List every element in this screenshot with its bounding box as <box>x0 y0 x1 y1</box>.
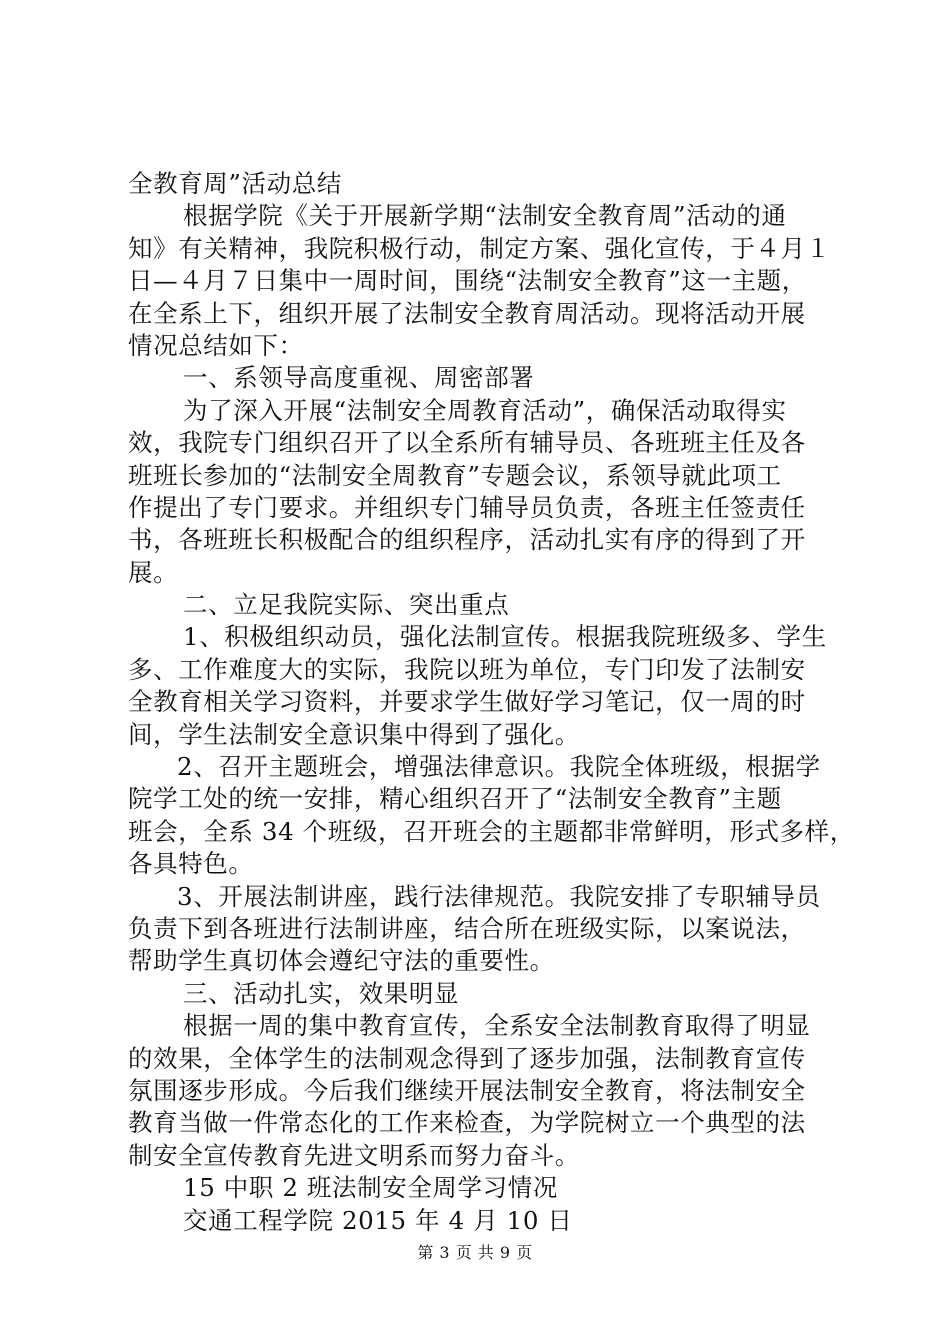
text-line: 日—４月７日集中一周时间，围绕“法制安全教育”这一主题， <box>128 266 807 296</box>
text-line: 知》有关精神，我院积极行动，制定方案、强化宣传，于４月１ <box>128 233 831 263</box>
text-line: 制安全宣传教育先进文明系而努力奋斗。 <box>128 1140 580 1170</box>
signature-class: 15 中职 2 班法制安全周学习情况 <box>183 1173 558 1203</box>
section-heading-1: 一、系领导高度重视、周密部署 <box>183 363 535 393</box>
text-line: 的效果，全体学生的法制观念得到了逐步加强，法制教育宣传 <box>128 1043 806 1073</box>
text-line: 班会，全系 34 个班级，召开班会的主题都非常鲜明，形式多样， <box>128 816 855 846</box>
text-line: 作提出了专门要求。并组织专门辅导员负责，各班主任签责任 <box>128 492 806 522</box>
text-line: 各具特色。 <box>128 849 254 879</box>
text-line: 根据一周的集中教育宣传，全系安全法制教育取得了明显 <box>183 1011 811 1041</box>
text-line: 帮助学生真切体会遵纪守法的重要性。 <box>128 946 555 976</box>
text-line: 全教育相关学习资料，并要求学生做好学习笔记，仅一周的时 <box>128 687 806 717</box>
page-footer: 第 3 页 共 9 页 <box>417 1243 533 1262</box>
section-heading-2: 二、立足我院实际、突出重点 <box>183 590 510 620</box>
text-line: 全教育周”活动总结 <box>128 169 342 198</box>
text-line: 书，各班班长积极配合的组织程序，活动扎实有序的得到了开 <box>128 525 806 555</box>
text-line: 展。 <box>128 557 179 587</box>
text-line: 1、积极组织动员，强化法制宣传。根据我院班级多、学生 <box>183 622 827 652</box>
text-line: 院学工处的统一安排，精心组织召开了“法制安全教育”主题 <box>128 784 782 814</box>
text-line: 在全系上下，组织开展了法制安全教育周活动。现将活动开展 <box>128 298 806 328</box>
text-line: 负责下到各班进行法制讲座，结合所在班级实际，以案说法， <box>128 913 806 943</box>
text-line: 多、工作难度大的实际，我院以班为单位，专门印发了法制安 <box>128 654 806 684</box>
text-line: 2、召开主题班会，增强法律意识。我院全体班级，根据学 <box>177 752 821 782</box>
text-line: 间，学生法制安全意识集中得到了强化。 <box>128 719 580 749</box>
text-line: 教育当做一件常态化的工作来检查，为学院树立一个典型的法 <box>128 1108 806 1138</box>
text-line: 班班长参加的“法制安全周教育”专题会议，系领导就此项工 <box>128 460 782 490</box>
section-heading-3: 三、活动扎实，效果明显 <box>183 978 460 1008</box>
text-line: 情况总结如下： <box>128 330 304 360</box>
signature-date: 交通工程学院 2015 年 4 月 10 日 <box>183 1205 573 1235</box>
text-line: 效，我院专门组织召开了以全系所有辅导员、各班班主任及各 <box>128 428 806 458</box>
text-line: 为了深入开展“法制安全周教育活动”，确保活动取得实 <box>183 395 787 425</box>
text-line: 3、开展法制讲座，践行法律规范。我院安排了专职辅导员 <box>177 881 821 911</box>
text-line: 氛围逐步形成。今后我们继续开展法制安全教育，将法制安全 <box>128 1075 806 1105</box>
text-line: 根据学院《关于开展新学期“法制安全教育周”活动的通 <box>183 201 787 231</box>
document-body <box>128 168 855 1237</box>
